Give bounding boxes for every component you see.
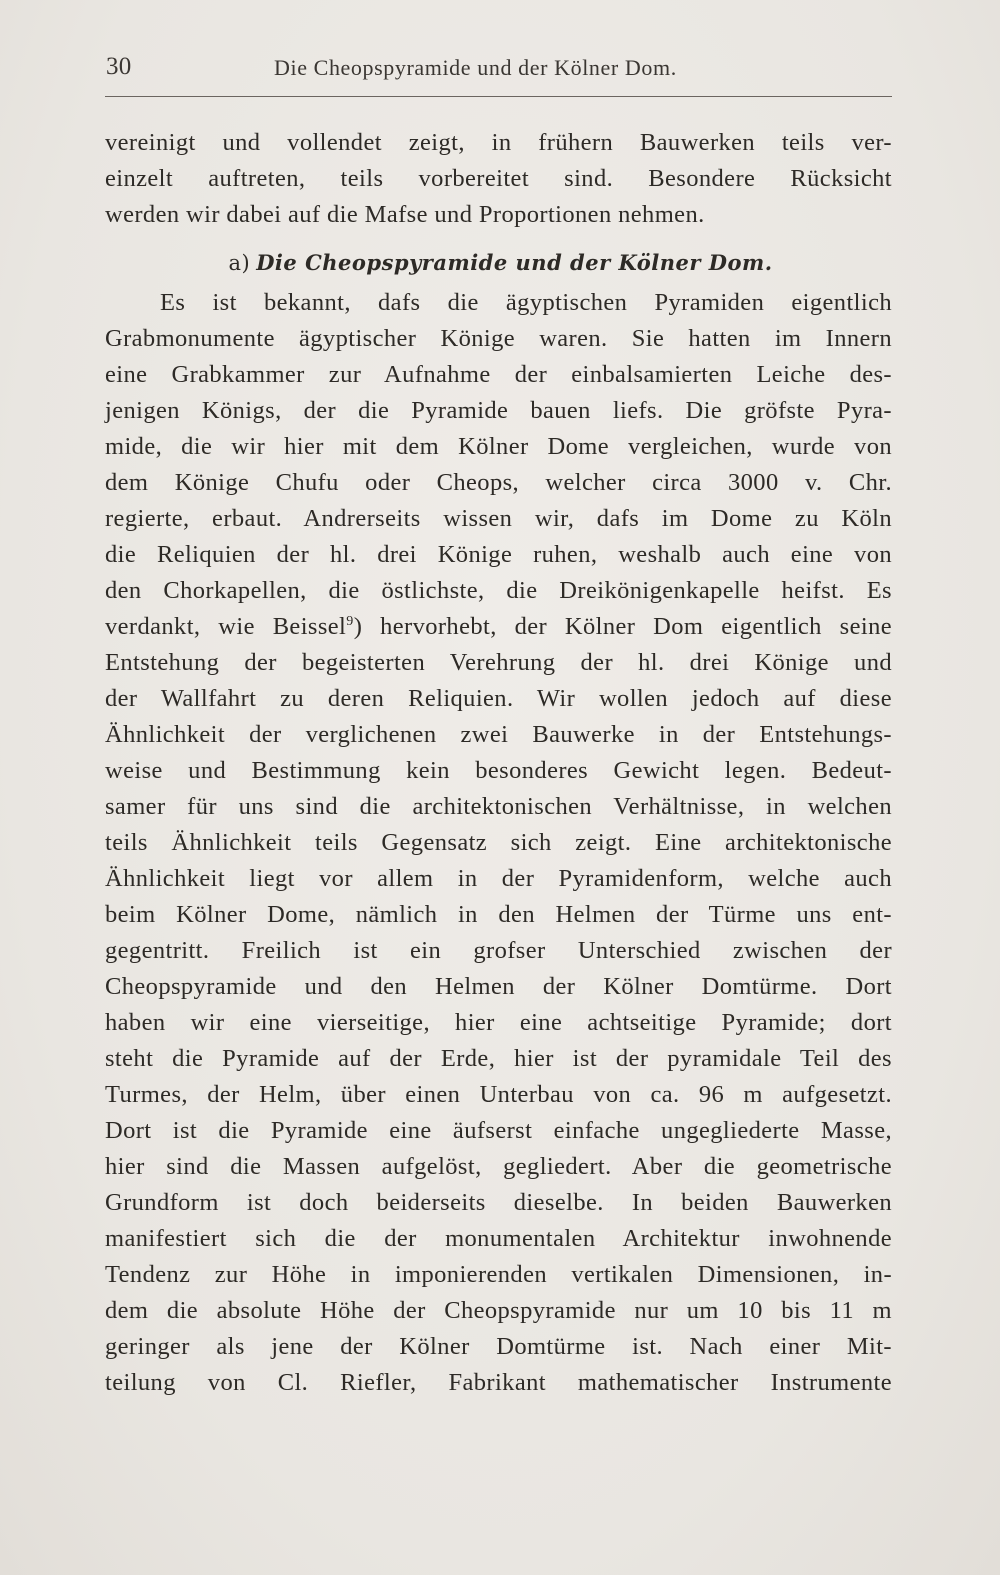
text-line: Dort ist die Pyramide eine äufserst einfache ungegliederte Masse, [105,1117,892,1144]
text-line: teils Ähnlichkeit teils Gegensatz sich zeigt. Eine architektonische [105,829,892,856]
text-line: teilung von Cl. Riefler, Fabrikant mathematischer Instrumente [105,1369,892,1396]
text-line: Cheopspyramide und den Helmen der Kölner Domtürme. Dort [105,973,892,1000]
text-line: Es ist bekannt, dafs die ägyptischen Pyramiden eigentlich [160,289,892,316]
text-line: Ähnlichkeit liegt vor allem in der Pyramidenform, welche auch [105,865,892,892]
header-rule [105,96,892,97]
text-line: der Wallfahrt zu deren Reliquien. Wir wollen jedoch auf diese [105,685,892,712]
text-line: manifestiert sich die der monumentalen Architektur inwohnende [105,1225,892,1252]
text-line: Ähnlichkeit der verglichenen zwei Bauwerke in der Entstehungs- [105,721,892,748]
text-line: einzelt auftreten, teils vorbereitet sind. Besondere Rücksicht [105,165,892,192]
text-line: steht die Pyramide auf der Erde, hier ist der pyramidale Teil des [105,1045,892,1072]
text-line: Grundform ist doch beiderseits dieselbe. In beiden Bauwerken [105,1189,892,1216]
running-title: Die Cheopspyramide und der Kölner Dom. [274,55,677,80]
text-line: weise und Bestimmung kein besonderes Gewicht legen. Bedeut- [105,757,892,784]
text-line: Tendenz zur Höhe in imponierenden vertikalen Dimensionen, in- [105,1261,892,1288]
text-line: den Chorkapellen, die östlichste, die Dreikönigenkapelle heifst. Es [105,577,892,604]
text-segment: ) hervorhebt, der Kölner Dom eigentlich seine [353,613,892,640]
text-line-with-footnote [105,609,892,645]
text-line: beim Kölner Dome, nämlich in den Helmen der Türme uns ent- [105,901,892,928]
text-line: hier sind die Massen aufgelöst, gegliedert. Aber die geometrische [105,1153,892,1180]
footnote-reference: 9 [346,614,354,629]
text-line: dem Könige Chufu oder Cheops, welcher circa 3000 v. Chr. [105,469,892,496]
section-heading-text: Die Cheopspyramide und der Kölner Dom. [256,250,773,275]
body-text [105,125,892,1401]
text-line: die Reliquien der hl. drei Könige ruhen, weshalb auch eine von [105,541,892,568]
text-line: jenigen Königs, der die Pyramide bauen liefs. Die gröfste Pyra- [105,397,892,424]
running-header [106,53,892,89]
text-line: gegentritt. Freilich ist ein grofser Unterschied zwischen der [105,937,892,964]
text-line: eine Grabkammer zur Aufnahme der einbalsamierten Leiche des- [105,361,892,388]
text-line: vereinigt und vollendet zeigt, in frühern Bauwerken teils ver- [105,129,892,156]
text-line: dem die absolute Höhe der Cheopspyramide nur um 10 bis 11 m [105,1297,892,1324]
section-heading [105,245,892,281]
text-segment: verdankt, wie Beissel [105,613,347,640]
text-line: Grabmonumente ägyptischer Könige waren. Sie hatten im Innern [105,325,892,352]
text-line: haben wir eine vierseitige, hier eine achtseitige Pyramide; dort [105,1009,892,1036]
page-number: 30 [106,53,132,80]
text-line: mide, die wir hier mit dem Kölner Dome vergleichen, wurde von [105,433,892,460]
text-line: geringer als jene der Kölner Domtürme ist. Nach einer Mit- [105,1333,892,1360]
text-line: werden wir dabei auf die Mafse und Proportionen nehmen. [105,201,705,228]
section-marker: a) [228,251,251,275]
text-line: samer für uns sind die architektonischen Verhältnisse, in welchen [105,793,892,820]
text-line: Entstehung der begeisterten Verehrung der hl. drei Könige und [105,649,892,676]
text-line: regierte, erbaut. Andrerseits wissen wir, dafs im Dome zu Köln [105,505,892,532]
text-line: Turmes, der Helm, über einen Unterbau von ca. 96 m aufgesetzt. [105,1081,892,1108]
